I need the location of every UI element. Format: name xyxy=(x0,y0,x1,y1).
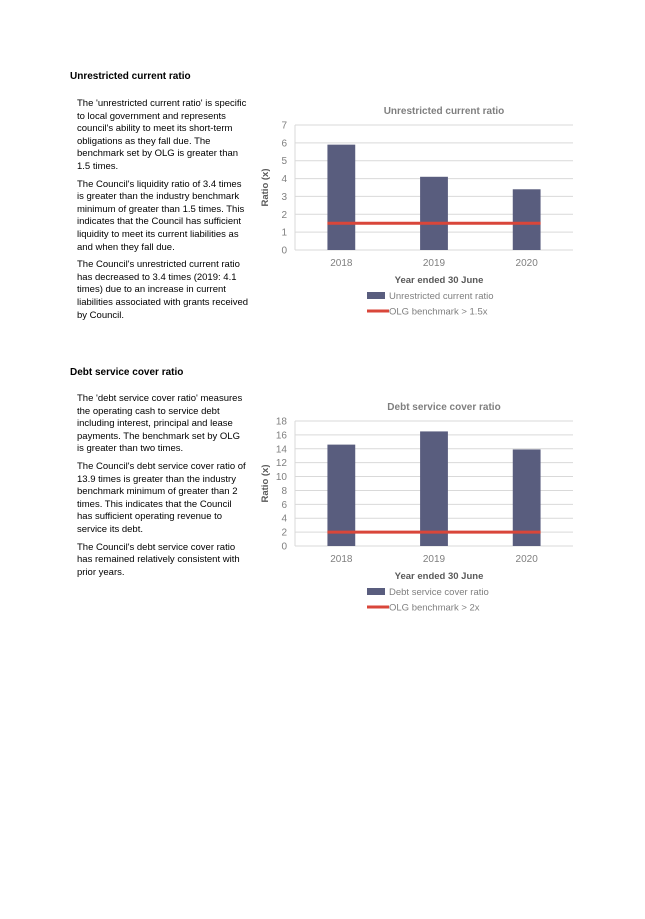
y-tick-label: 18 xyxy=(275,416,287,428)
x-axis-label: Year ended 30 June xyxy=(394,571,484,582)
y-tick-label: 8 xyxy=(281,485,287,497)
chart-debt-service-cover-ratio-svg xyxy=(255,396,585,621)
bar-2020 xyxy=(513,189,541,250)
x-axis-label: Year ended 30 June xyxy=(394,275,484,286)
legend-swatch-bar xyxy=(367,292,385,299)
y-tick-label: 4 xyxy=(281,513,287,525)
y-tick-label: 1 xyxy=(281,227,287,239)
y-tick-label: 6 xyxy=(281,138,287,150)
y-tick-label: 2 xyxy=(281,209,287,221)
chart-debt-service-cover-ratio xyxy=(255,396,585,621)
y-tick-label: 3 xyxy=(281,191,287,203)
section-text-unrestricted-current-ratio xyxy=(77,98,249,327)
paragraph: The Council's debt service cover ratio of 13.9 times is greater than the industry benchmark minimum of greater than 2 times. This indicates that the Council has sufficient operating revenue to service its debt. xyxy=(77,460,246,535)
bar-2019 xyxy=(420,177,448,250)
y-tick-label: 2 xyxy=(281,527,287,539)
legend-label-series: Unrestricted current ratio xyxy=(389,291,494,302)
y-tick-label: 7 xyxy=(281,120,287,132)
x-tick-label: 2019 xyxy=(422,258,446,269)
y-tick-label: 6 xyxy=(281,499,287,511)
x-tick-label: 2018 xyxy=(330,554,353,565)
paragraph: The 'debt service cover ratio' measures the operating cash to service debt including interest, principal and lease payments. The benchmark set by OLG is greater than two times. xyxy=(77,393,243,455)
y-tick-label: 16 xyxy=(275,430,287,442)
y-axis-label: Ratio (x) xyxy=(260,464,271,503)
section-heading-unrestricted-current-ratio: Unrestricted current ratio xyxy=(70,71,191,82)
paragraph: The Council's debt service cover ratio has remained relatively consistent with prior years. xyxy=(77,541,240,578)
chart-title: Unrestricted current ratio xyxy=(383,106,505,117)
paragraph: The Council's unrestricted current ratio has decreased to 3.4 times (2019: 4.1 times) due to an increase in current liabilities associated with grants received by Council. xyxy=(77,259,249,321)
legend-label-benchmark: OLG benchmark > 1.5x xyxy=(389,306,488,318)
bar-2018 xyxy=(327,145,355,250)
y-tick-label: 10 xyxy=(275,472,287,484)
legend-label-benchmark: OLG benchmark > 2x xyxy=(389,602,480,614)
y-tick-label: 0 xyxy=(281,541,287,553)
y-tick-label: 0 xyxy=(281,245,287,257)
section-heading-debt-service-cover-ratio: Debt service cover ratio xyxy=(70,367,184,378)
y-tick-label: 12 xyxy=(275,458,287,470)
x-tick-label: 2020 xyxy=(515,258,538,269)
paragraph: The 'unrestricted current ratio' is specific to local government and represents council's ability to meet its short-term obligations as they fall due. The benchmark set by OLG is greater than 1.5 times. xyxy=(77,98,247,172)
section-text-debt-service-cover-ratio xyxy=(77,393,249,584)
chart-title: Debt service cover ratio xyxy=(387,402,501,413)
y-tick-label: 14 xyxy=(275,444,287,456)
chart-unrestricted-current-ratio xyxy=(255,100,585,325)
y-tick-label: 5 xyxy=(281,156,287,168)
x-tick-label: 2019 xyxy=(422,554,446,565)
legend-swatch-bar xyxy=(367,588,385,595)
y-tick-label: 4 xyxy=(281,174,287,186)
chart-unrestricted-current-ratio-svg xyxy=(255,100,585,325)
bar-2019 xyxy=(420,431,448,546)
y-axis-label: Ratio (x) xyxy=(260,168,271,207)
x-tick-label: 2020 xyxy=(515,554,538,565)
paragraph: The Council's liquidity ratio of 3.4 times is greater than the industry benchmark minimum of greater than 1.5 times. This indicates that the Council has sufficient liquidity to meet its current liabilities as and when they fall due. xyxy=(77,178,245,253)
x-tick-label: 2018 xyxy=(330,258,353,269)
legend-label-series: Debt service cover ratio xyxy=(389,587,489,598)
